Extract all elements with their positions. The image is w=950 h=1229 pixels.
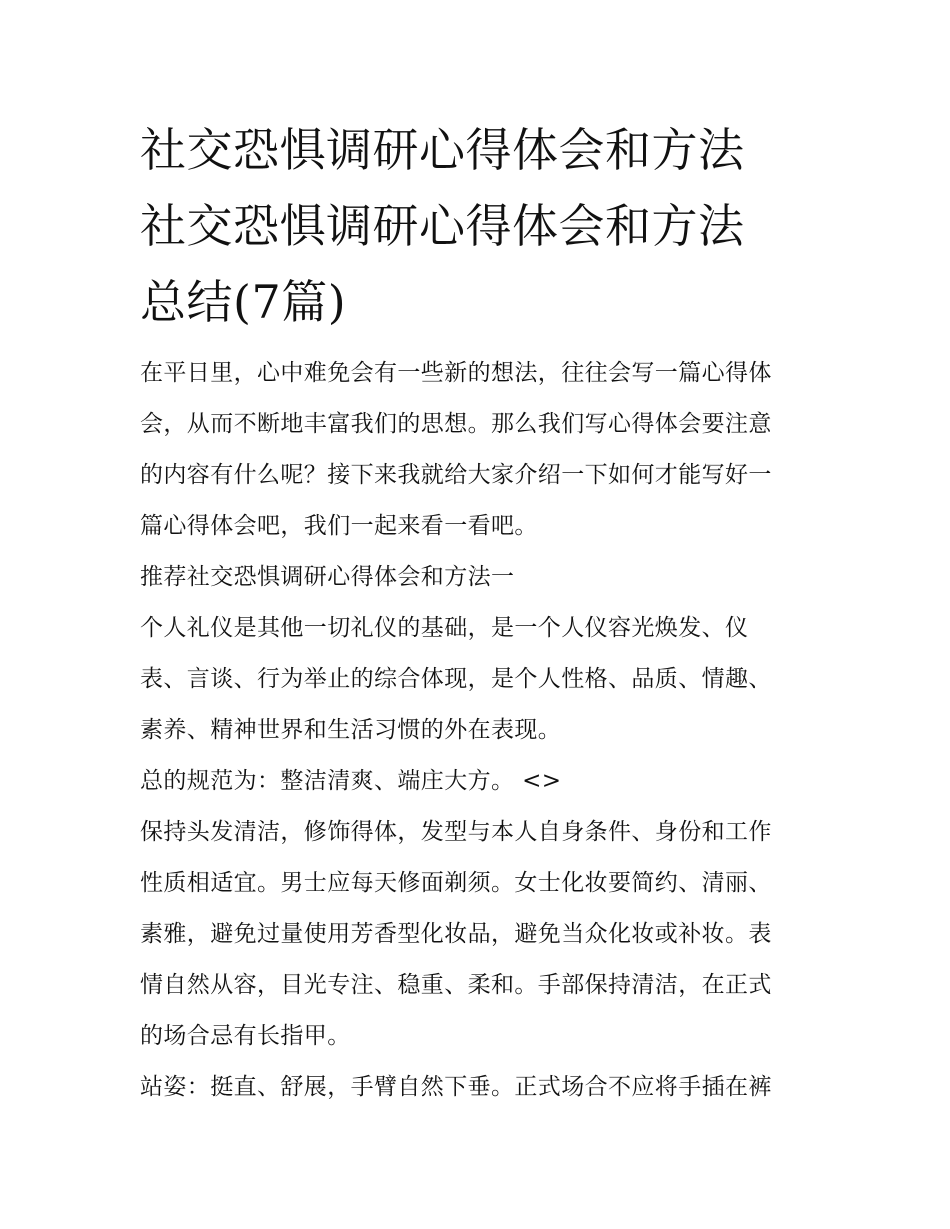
text-line: 总的规范为：整洁清爽、端庄大方。 <> [140,768,562,794]
section-heading [140,552,820,603]
text-line: 个人礼仪是其他一切礼仪的基础，是一个人仪容光焕发、仪 [140,615,749,641]
text-line: 性质相适宜。男士应每天修面剃须。女士化妆要简约、清丽、 [140,870,772,896]
grooming-paragraph [140,807,820,1062]
text-line: 推荐社交恐惧调研心得体会和方法一 [140,564,515,590]
text-line: 表、言谈、行为举止的综合体现，是个人性格、品质、情趣、 [140,666,772,692]
text-line: 篇心得体会吧，我们一起来看一看吧。 [140,513,538,539]
intro-paragraph [140,348,820,552]
title-line-2: 社交恐惧调研心得体会和方法 [140,199,745,253]
text-line: 素雅，避免过量使用芳香型化妆品，避免当众化妆或补妆。表 [140,921,772,947]
document-page [140,112,820,1113]
text-line: 的场合忌有长指甲。 [140,1023,351,1049]
norm-paragraph [140,756,820,807]
text-line: 在平日里，心中难免会有一些新的想法，往往会写一篇心得体 [140,360,772,386]
title-line-3: 总结(7篇) [140,275,347,329]
title-line-1: 社交恐惧调研心得体会和方法 [140,123,745,177]
text-line: 保持头发清洁，修饰得体，发型与本人自身条件、身份和工作 [140,819,772,845]
text-line: 会，从而不断地丰富我们的思想。那么我们写心得体会要注意 [140,411,772,437]
etiquette-paragraph [140,603,820,756]
text-line: 的内容有什么呢？接下来我就给大家介绍一下如何才能写好一 [140,462,772,488]
document-title [140,112,820,340]
text-line: 素养、精神世界和生活习惯的外在表现。 [140,717,562,743]
text-line: 站姿：挺直、舒展，手臂自然下垂。正式场合不应将手插在裤 [140,1074,772,1100]
posture-paragraph [140,1062,820,1113]
text-line: 情自然从容，目光专注、稳重、柔和。手部保持清洁，在正式 [140,972,772,998]
